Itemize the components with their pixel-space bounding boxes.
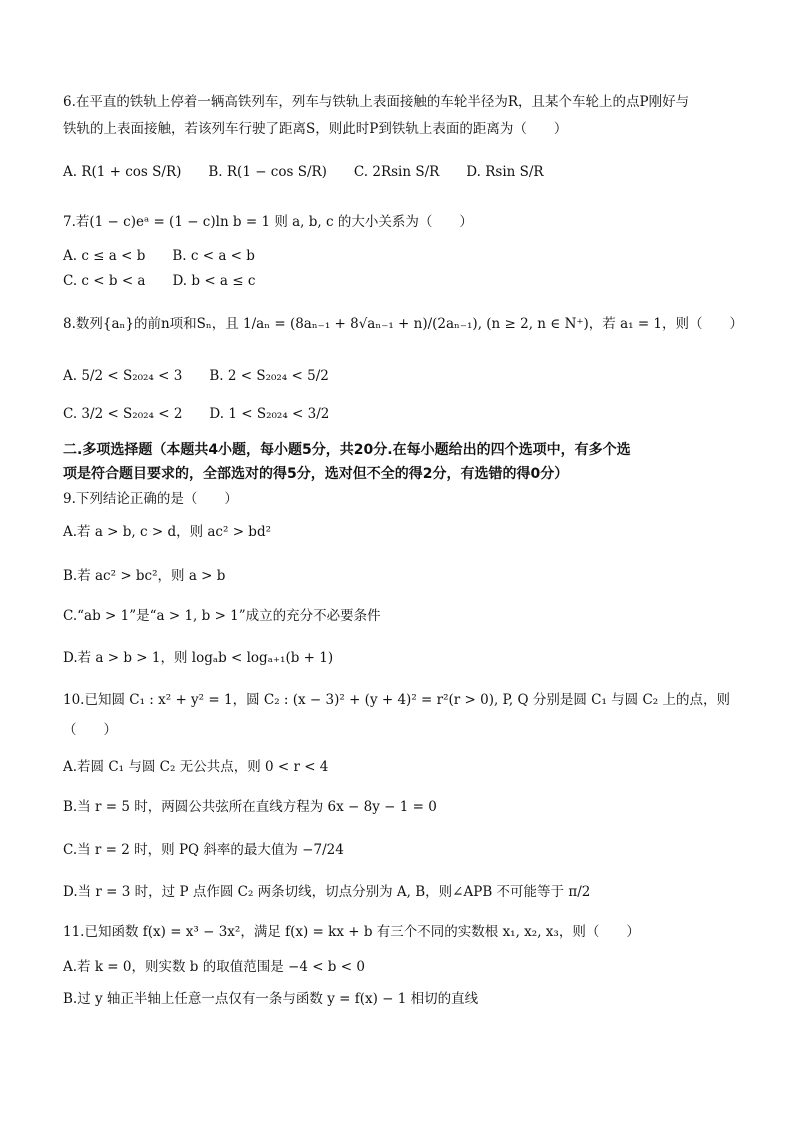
question-text-line: A. R(1 + cos S/R) B. R(1 − cos S/R) C. 2Rsin S/R D. Rsin S/R — [63, 164, 544, 180]
question-text-line: C. c < b < a D. b < a ≤ c — [63, 273, 256, 289]
question-text-line: 铁轨的上表面接触，若该列车行驶了距离S，则此时P到铁轨上表面的距离为（ ） — [63, 121, 568, 137]
question-text-line: C. 3/2 < S₂₀₂₄ < 2 D. 1 < S₂₀₂₄ < 3/2 — [63, 406, 330, 422]
question-text-line: A.若 k = 0，则实数 b 的取值范围是 −4 < b < 0 — [63, 959, 365, 975]
question-text-line: D.若 a > b > 1，则 logₐb < logₐ₊₁(b + 1) — [63, 650, 334, 666]
question-text-line: 6.在平直的铁轨上停着一辆高铁列车，列车与铁轨上表面接触的车轮半径为R，且某个车轮上的点P刚好与 — [63, 94, 690, 110]
question-text-line: 7.若(1 − c)eᵃ = (1 − c)ln b = 1 则 a, b, c 的大小关系为（ ） — [63, 214, 473, 230]
question-text-line: A. c ≤ a < b B. c < a < b — [63, 248, 255, 264]
question-text-line: C.“ab > 1”是“a > 1, b > 1”成立的充分不必要条件 — [63, 608, 381, 624]
question-text-line: 11.已知函数 f(x) = x³ − 3x²，满足 f(x) = kx + b 有三个不同的实数根 x₁, x₂, x₃，则（ ） — [63, 924, 640, 940]
question-text-line: （ ） — [63, 722, 117, 738]
section-heading-line: 项是符合题目要求的，全部选对的得5分，选对但不全的得2分，有选错的得0分） — [63, 466, 569, 482]
question-text-line: C.当 r = 2 时，则 PQ 斜率的最大值为 −7/24 — [63, 842, 344, 858]
question-text-line: B.若 ac² > bc²，则 a > b — [63, 568, 226, 584]
question-text-line: 8.数列{aₙ}的前n项和Sₙ，且 1/aₙ = (8aₙ₋₁ + 8√aₙ₋₁ + n)/(2aₙ₋₁), (n ≥ 2, n ∈ N⁺)，若 a₁ = 1，则（ ） — [63, 316, 744, 332]
question-text-line: A.若圆 C₁ 与圆 C₂ 无公共点，则 0 < r < 4 — [63, 759, 329, 775]
question-text-line: 9.下列结论正确的是（ ） — [63, 491, 238, 507]
question-text-line: A. 5/2 < S₂₀₂₄ < 3 B. 2 < S₂₀₂₄ < 5/2 — [63, 368, 329, 384]
question-text-line: B.当 r = 5 时，两圆公共弦所在直线方程为 6x − 8y − 1 = 0 — [63, 799, 437, 815]
question-text-line: A.若 a > b, c > d，则 ac² > bd² — [63, 524, 271, 540]
section-heading-line: 二.多项选择题（本题共4小题，每小题5分，共20分.在每小题给出的四个选项中，有多个选 — [63, 442, 631, 458]
question-text-line: B.过 y 轴正半轴上任意一点仅有一条与函数 y = f(x) − 1 相切的直线 — [63, 991, 479, 1007]
question-text-line: D.当 r = 3 时，过 P 点作圆 C₂ 两条切线，切点分别为 A, B，则∠APB 不可能等于 π/2 — [63, 884, 591, 900]
question-text-line: 10.已知圆 C₁ : x² + y² = 1，圆 C₂ : (x − 3)² + (y + 4)² = r²(r > 0), P, Q 分别是圆 C₁ 与圆 C₂ 上的点，则 — [63, 692, 730, 708]
